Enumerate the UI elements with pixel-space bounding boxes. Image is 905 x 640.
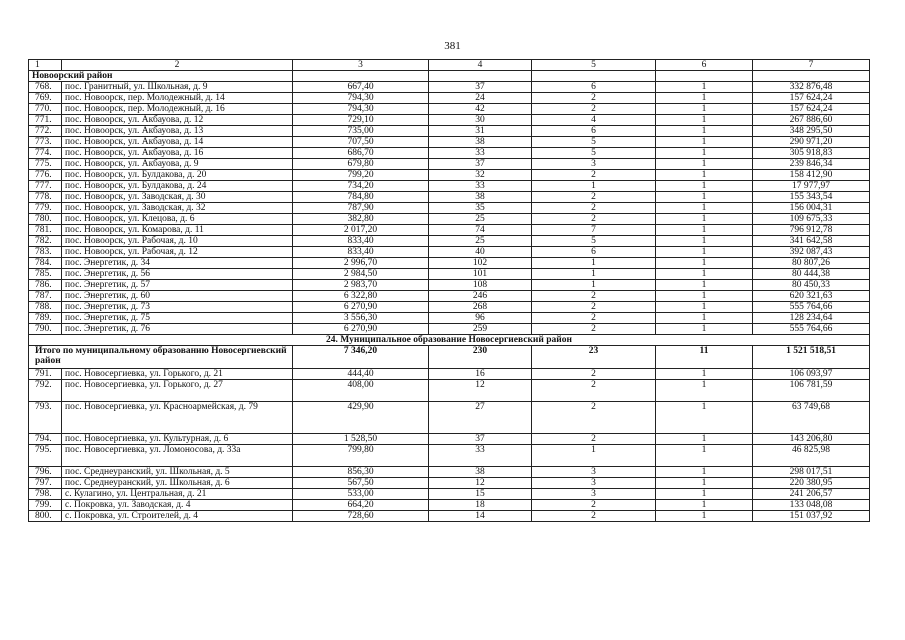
row-number: 773.: [29, 137, 62, 148]
count-cell: 6: [532, 247, 656, 258]
table-row: [29, 126, 870, 137]
area-cell: 686,70: [293, 148, 429, 159]
address-cell: пос. Новоорск, ул. Акбауова, д. 16: [62, 148, 293, 159]
cost-cell: 106 093,97: [753, 369, 870, 380]
area-cell: 794,30: [293, 93, 429, 104]
area-cell: 856,30: [293, 467, 429, 478]
count-cell: 5: [532, 137, 656, 148]
table-row: [29, 280, 870, 291]
count-cell: 2: [532, 104, 656, 115]
table-row: [29, 236, 870, 247]
count-cell: 1: [656, 225, 753, 236]
column-header: 5: [532, 60, 656, 71]
table-row: [29, 225, 870, 236]
count-cell: 246: [429, 291, 532, 302]
count-cell: 2: [532, 214, 656, 225]
count-cell: 37: [429, 82, 532, 93]
count-cell: 32: [429, 170, 532, 181]
area-cell: 728,60: [293, 511, 429, 522]
count-cell: 2: [532, 402, 656, 434]
area-cell: 2 984,50: [293, 269, 429, 280]
address-cell: пос. Новоорск, ул. Заводская, д. 32: [62, 203, 293, 214]
count-cell: 4: [532, 115, 656, 126]
count-cell: 25: [429, 214, 532, 225]
cost-cell: 155 343,54: [753, 192, 870, 203]
count-cell: 268: [429, 302, 532, 313]
count-cell: 1: [656, 214, 753, 225]
count-cell: 1: [656, 104, 753, 115]
row-number: 769.: [29, 93, 62, 104]
count-cell: 42: [429, 104, 532, 115]
count-cell: 1: [656, 269, 753, 280]
cost-cell: 157 624,24: [753, 93, 870, 104]
total-count: 11: [656, 346, 753, 369]
address-cell: пос. Новосергиевка, ул. Красноармейская, д. 79: [62, 402, 293, 434]
row-number: 776.: [29, 170, 62, 181]
count-cell: 1: [532, 280, 656, 291]
count-cell: 31: [429, 126, 532, 137]
count-cell: 1: [656, 324, 753, 335]
count-cell: 18: [429, 500, 532, 511]
count-cell: 2: [532, 511, 656, 522]
count-cell: 1: [656, 511, 753, 522]
total-area: 7 346,20: [293, 346, 429, 369]
count-cell: 2: [532, 434, 656, 445]
column-header: 1: [29, 60, 62, 71]
count-cell: 1: [656, 203, 753, 214]
count-cell: 1: [656, 236, 753, 247]
area-cell: 664,20: [293, 500, 429, 511]
cost-cell: 46 825,98: [753, 445, 870, 467]
area-cell: 6 322,80: [293, 291, 429, 302]
cost-cell: 143 206,80: [753, 434, 870, 445]
count-cell: 2: [532, 380, 656, 402]
table-row: [29, 434, 870, 445]
table-row: [29, 170, 870, 181]
count-cell: 2: [532, 302, 656, 313]
address-cell: пос. Новоорск, ул. Акбауова, д. 9: [62, 159, 293, 170]
count-cell: 2: [532, 203, 656, 214]
table-row: [29, 159, 870, 170]
area-cell: 734,20: [293, 181, 429, 192]
cost-cell: 80 444,38: [753, 269, 870, 280]
count-cell: 3: [532, 467, 656, 478]
count-cell: 1: [656, 478, 753, 489]
cost-cell: 796 912,78: [753, 225, 870, 236]
count-cell: 102: [429, 258, 532, 269]
municipality-heading: 24. Муниципальное образование Новосергиевский район: [29, 335, 870, 346]
count-cell: 33: [429, 148, 532, 159]
cost-cell: 305 918,83: [753, 148, 870, 159]
area-cell: 6 270,90: [293, 324, 429, 335]
table-row: [29, 93, 870, 104]
cost-cell: 109 675,33: [753, 214, 870, 225]
count-cell: 5: [532, 148, 656, 159]
table-row: [29, 214, 870, 225]
table-row: [29, 192, 870, 203]
area-cell: 833,40: [293, 236, 429, 247]
address-cell: пос. Среднеуранский, ул. Школьная, д. 5: [62, 467, 293, 478]
count-cell: 1: [656, 115, 753, 126]
count-cell: 1: [656, 291, 753, 302]
count-cell: 1: [656, 148, 753, 159]
area-cell: 794,30: [293, 104, 429, 115]
row-number: 783.: [29, 247, 62, 258]
address-cell: пос. Новоорск, ул. Рабочая, д. 10: [62, 236, 293, 247]
table-row: [29, 467, 870, 478]
area-cell: 1 528,50: [293, 434, 429, 445]
cost-cell: 239 846,34: [753, 159, 870, 170]
count-cell: 101: [429, 269, 532, 280]
address-cell: пос. Новоорск, ул. Комарова, д. 11: [62, 225, 293, 236]
total-label: Итого по муниципальному образованию Новосергиевский район: [29, 346, 293, 369]
count-cell: 96: [429, 313, 532, 324]
table-row: [29, 369, 870, 380]
count-cell: 7: [532, 225, 656, 236]
row-number: 797.: [29, 478, 62, 489]
cost-cell: 157 624,24: [753, 104, 870, 115]
table-row: [29, 269, 870, 280]
address-cell: пос. Энергетик, д. 34: [62, 258, 293, 269]
count-cell: 1: [656, 258, 753, 269]
table-row: [29, 247, 870, 258]
column-header: 7: [753, 60, 870, 71]
row-number: 796.: [29, 467, 62, 478]
row-number: 784.: [29, 258, 62, 269]
count-cell: 1: [656, 500, 753, 511]
page-number: 381: [444, 40, 461, 52]
count-cell: 1: [656, 181, 753, 192]
count-cell: 16: [429, 369, 532, 380]
address-cell: пос. Новосергиевка, ул. Культурная, д. 6: [62, 434, 293, 445]
row-number: 794.: [29, 434, 62, 445]
row-number: 798.: [29, 489, 62, 500]
count-cell: 1: [656, 434, 753, 445]
row-number: 786.: [29, 280, 62, 291]
count-cell: 6: [532, 82, 656, 93]
row-number: 790.: [29, 324, 62, 335]
count-cell: 37: [429, 159, 532, 170]
count-cell: 2: [532, 170, 656, 181]
table-row: [29, 258, 870, 269]
row-number: 791.: [29, 369, 62, 380]
table-row: [29, 115, 870, 126]
address-cell: пос. Новоорск, пер. Молодежный, д. 16: [62, 104, 293, 115]
count-cell: 24: [429, 93, 532, 104]
cost-cell: 348 295,50: [753, 126, 870, 137]
count-cell: 3: [532, 489, 656, 500]
count-cell: 2: [532, 324, 656, 335]
count-cell: 3: [532, 478, 656, 489]
address-cell: пос. Новоорск, ул. Булдакова, д. 20: [62, 170, 293, 181]
cost-cell: 106 781,59: [753, 380, 870, 402]
address-cell: с. Кулагино, ул. Центральная, д. 21: [62, 489, 293, 500]
count-cell: 38: [429, 192, 532, 203]
count-cell: 108: [429, 280, 532, 291]
table-row: [29, 500, 870, 511]
count-cell: 1: [656, 313, 753, 324]
address-cell: пос. Новосергиевка, ул. Горького, д. 27: [62, 380, 293, 402]
count-cell: 1: [656, 137, 753, 148]
area-cell: 6 270,90: [293, 302, 429, 313]
table-row: [29, 445, 870, 467]
count-cell: 12: [429, 478, 532, 489]
row-number: 772.: [29, 126, 62, 137]
table-row: [29, 291, 870, 302]
count-cell: 30: [429, 115, 532, 126]
address-cell: пос. Новоорск, ул. Акбауова, д. 13: [62, 126, 293, 137]
address-cell: пос. Новоорск, ул. Акбауова, д. 12: [62, 115, 293, 126]
address-cell: пос. Энергетик, д. 76: [62, 324, 293, 335]
total-count: 230: [429, 346, 532, 369]
count-cell: 1: [656, 159, 753, 170]
count-cell: 1: [532, 445, 656, 467]
column-number-row: [29, 60, 870, 71]
area-cell: 2 983,70: [293, 280, 429, 291]
count-cell: 38: [429, 467, 532, 478]
district-heading: Новоорский район: [29, 71, 293, 82]
count-cell: 1: [656, 369, 753, 380]
address-cell: пос. Энергетик, д. 57: [62, 280, 293, 291]
count-cell: 1: [656, 82, 753, 93]
cost-cell: 290 971,20: [753, 137, 870, 148]
area-cell: 707,50: [293, 137, 429, 148]
row-number: 782.: [29, 236, 62, 247]
count-cell: 1: [656, 280, 753, 291]
address-cell: пос. Новоорск, пер. Молодежный, д. 14: [62, 93, 293, 104]
address-cell: пос. Среднеуранский, ул. Школьная, д. 6: [62, 478, 293, 489]
row-number: 770.: [29, 104, 62, 115]
address-cell: пос. Новоорск, ул. Акбауова, д. 14: [62, 137, 293, 148]
housing-register-table: [28, 59, 870, 522]
row-number: 779.: [29, 203, 62, 214]
table-row: [29, 380, 870, 402]
cost-cell: 80 807,26: [753, 258, 870, 269]
cost-cell: 133 048,08: [753, 500, 870, 511]
area-cell: 2 996,70: [293, 258, 429, 269]
count-cell: 1: [656, 402, 753, 434]
row-number: 775.: [29, 159, 62, 170]
count-cell: 6: [532, 126, 656, 137]
row-number: 778.: [29, 192, 62, 203]
table-row: [29, 402, 870, 434]
address-cell: пос. Энергетик, д. 60: [62, 291, 293, 302]
cost-cell: 392 087,43: [753, 247, 870, 258]
count-cell: 1: [656, 93, 753, 104]
count-cell: 1: [656, 247, 753, 258]
table-row: [29, 302, 870, 313]
address-cell: пос. Новосергиевка, ул. Горького, д. 21: [62, 369, 293, 380]
municipality-heading-row: [29, 335, 870, 346]
count-cell: 1: [656, 170, 753, 181]
cost-cell: 620 321,63: [753, 291, 870, 302]
row-number: 789.: [29, 313, 62, 324]
cost-cell: 17 977,97: [753, 181, 870, 192]
area-cell: 833,40: [293, 247, 429, 258]
address-cell: пос. Энергетик, д. 73: [62, 302, 293, 313]
cost-cell: 341 642,58: [753, 236, 870, 247]
cost-cell: 220 380,95: [753, 478, 870, 489]
cost-cell: 151 037,92: [753, 511, 870, 522]
count-cell: 12: [429, 380, 532, 402]
address-cell: пос. Гранитный, ул. Школьная, д. 9: [62, 82, 293, 93]
count-cell: 33: [429, 181, 532, 192]
count-cell: 74: [429, 225, 532, 236]
area-cell: 3 556,30: [293, 313, 429, 324]
count-cell: 1: [656, 302, 753, 313]
row-number: 788.: [29, 302, 62, 313]
total-count: 23: [532, 346, 656, 369]
row-number: 777.: [29, 181, 62, 192]
cost-cell: 241 206,57: [753, 489, 870, 500]
district-heading-row: [29, 71, 870, 82]
count-cell: 2: [532, 192, 656, 203]
column-header: 6: [656, 60, 753, 71]
total-row: [29, 346, 870, 369]
area-cell: 729,10: [293, 115, 429, 126]
count-cell: 1: [656, 192, 753, 203]
area-cell: 787,90: [293, 203, 429, 214]
count-cell: 40: [429, 247, 532, 258]
table-row: [29, 104, 870, 115]
row-number: 771.: [29, 115, 62, 126]
area-cell: 2 017,20: [293, 225, 429, 236]
count-cell: 1: [656, 126, 753, 137]
area-cell: 533,00: [293, 489, 429, 500]
count-cell: 1: [532, 269, 656, 280]
area-cell: 735,00: [293, 126, 429, 137]
address-cell: пос. Новосергиевка, ул. Ломоносова, д. 33а: [62, 445, 293, 467]
address-cell: пос. Энергетик, д. 56: [62, 269, 293, 280]
row-number: 799.: [29, 500, 62, 511]
area-cell: 784,80: [293, 192, 429, 203]
row-number: 774.: [29, 148, 62, 159]
cost-cell: 332 876,48: [753, 82, 870, 93]
table-row: [29, 203, 870, 214]
area-cell: 444,40: [293, 369, 429, 380]
count-cell: 5: [532, 236, 656, 247]
table-row: [29, 489, 870, 500]
address-cell: с. Покровка, ул. Строителей, д. 4: [62, 511, 293, 522]
count-cell: 1: [532, 181, 656, 192]
column-header: 4: [429, 60, 532, 71]
count-cell: 3: [532, 159, 656, 170]
table-row: [29, 181, 870, 192]
count-cell: 35: [429, 203, 532, 214]
cost-cell: 267 886,60: [753, 115, 870, 126]
table-row: [29, 82, 870, 93]
count-cell: 2: [532, 291, 656, 302]
row-number: 795.: [29, 445, 62, 467]
count-cell: 27: [429, 402, 532, 434]
count-cell: 1: [656, 489, 753, 500]
table-row: [29, 324, 870, 335]
cost-cell: 555 764,66: [753, 324, 870, 335]
count-cell: 259: [429, 324, 532, 335]
row-number: 800.: [29, 511, 62, 522]
cost-cell: 298 017,51: [753, 467, 870, 478]
table-row: [29, 148, 870, 159]
area-cell: 799,20: [293, 170, 429, 181]
count-cell: 38: [429, 137, 532, 148]
area-cell: 382,80: [293, 214, 429, 225]
area-cell: 567,50: [293, 478, 429, 489]
cost-cell: 128 234,64: [753, 313, 870, 324]
address-cell: пос. Новоорск, ул. Булдакова, д. 24: [62, 181, 293, 192]
count-cell: 1: [656, 445, 753, 467]
address-cell: пос. Новоорск, ул. Рабочая, д. 12: [62, 247, 293, 258]
count-cell: 1: [656, 380, 753, 402]
row-number: 787.: [29, 291, 62, 302]
count-cell: 25: [429, 236, 532, 247]
table-row: [29, 511, 870, 522]
count-cell: 2: [532, 313, 656, 324]
count-cell: 1: [656, 467, 753, 478]
address-cell: пос. Энергетик, д. 75: [62, 313, 293, 324]
count-cell: 14: [429, 511, 532, 522]
address-cell: пос. Новоорск, ул. Клецова, д. 6: [62, 214, 293, 225]
area-cell: 429,90: [293, 402, 429, 434]
area-cell: 667,40: [293, 82, 429, 93]
row-number: 768.: [29, 82, 62, 93]
count-cell: 2: [532, 93, 656, 104]
address-cell: с. Покровка, ул. Заводская, д. 4: [62, 500, 293, 511]
area-cell: 408,00: [293, 380, 429, 402]
count-cell: 1: [532, 258, 656, 269]
table-row: [29, 478, 870, 489]
row-number: 792.: [29, 380, 62, 402]
address-cell: пос. Новоорск, ул. Заводская, д. 30: [62, 192, 293, 203]
column-header: 2: [62, 60, 293, 71]
table-row: [29, 137, 870, 148]
row-number: 793.: [29, 402, 62, 434]
cost-cell: 555 764,66: [753, 302, 870, 313]
total-cost: 1 521 518,51: [753, 346, 870, 369]
row-number: 781.: [29, 225, 62, 236]
area-cell: 679,80: [293, 159, 429, 170]
cost-cell: 158 412,90: [753, 170, 870, 181]
row-number: 780.: [29, 214, 62, 225]
count-cell: 2: [532, 369, 656, 380]
row-number: 785.: [29, 269, 62, 280]
area-cell: 799,80: [293, 445, 429, 467]
count-cell: 2: [532, 500, 656, 511]
count-cell: 37: [429, 434, 532, 445]
count-cell: 33: [429, 445, 532, 467]
cost-cell: 80 450,33: [753, 280, 870, 291]
count-cell: 15: [429, 489, 532, 500]
column-header: 3: [293, 60, 429, 71]
cost-cell: 63 749,68: [753, 402, 870, 434]
cost-cell: 156 004,31: [753, 203, 870, 214]
table-row: [29, 313, 870, 324]
